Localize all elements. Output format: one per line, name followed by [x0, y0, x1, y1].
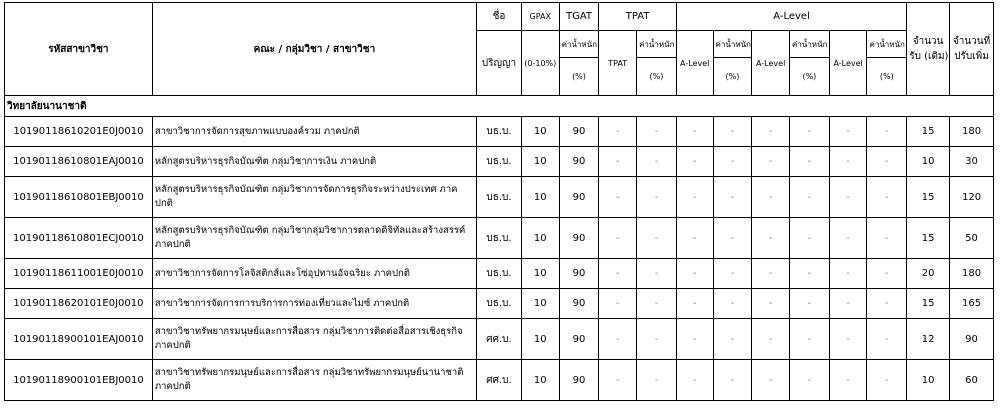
cell-degree: บธ.บ. [477, 289, 522, 319]
cell-dash: - [752, 289, 790, 319]
cell-dash: - [829, 319, 867, 360]
header-alevel-weight-3: ค่าน้ำหนัก [867, 31, 907, 58]
cell-degree: ศศ.บ. [477, 319, 522, 360]
cell-dash: - [867, 117, 907, 147]
header-seats [907, 3, 950, 96]
cell-gpax: 10 [521, 259, 559, 289]
header-alevel: A-Level [676, 3, 906, 31]
cell-seats: 10 [907, 147, 950, 177]
header-alevel-sub-3: A-Level [829, 31, 867, 96]
cell-dash: - [637, 117, 677, 147]
header-gpax-line1: GPAX [521, 3, 559, 31]
cell-degree: บธ.บ. [477, 259, 522, 289]
cell-seats: 15 [907, 218, 950, 259]
table-row [5, 177, 994, 218]
cell-dash: - [829, 360, 867, 401]
header-faculty: คณะ / กลุ่มวิชา / สาขาวิชา [152, 3, 476, 96]
cell-dash: - [752, 177, 790, 218]
cell-program-name: สาขาวิชาการจัดการการบริการการท่องเที่ยวและไมซ์ ภาคปกติ [152, 289, 476, 319]
cell-dash: - [599, 289, 637, 319]
cell-dash: - [637, 259, 677, 289]
cell-dash: - [599, 218, 637, 259]
header-tpat-weight: ค่าน้ำหนัก [637, 31, 677, 58]
cell-dash: - [790, 177, 830, 218]
cell-dash: - [676, 319, 713, 360]
cell-degree: ศศ.บ. [477, 360, 522, 401]
cell-dash: - [637, 360, 677, 401]
table-body [5, 96, 994, 401]
cell-seats: 10 [907, 360, 950, 401]
cell-dash: - [867, 147, 907, 177]
cell-dash: - [637, 289, 677, 319]
cell-dash: - [829, 289, 867, 319]
cell-tgat: 90 [559, 147, 599, 177]
cell-program-name: สาขาวิชาการจัดการโลจิสติกส์และโซ่อุปทานอัจฉริยะ ภาคปกติ [152, 259, 476, 289]
cell-degree: บธ.บ. [477, 117, 522, 147]
cell-dash: - [790, 319, 830, 360]
cell-dash: - [599, 360, 637, 401]
table-row [5, 319, 994, 360]
cell-gpax: 10 [521, 360, 559, 401]
cell-additional: 120 [950, 177, 994, 218]
cell-tgat: 90 [559, 360, 599, 401]
section-label: วิทยาลัยนานาชาติ [5, 96, 994, 117]
cell-dash: - [867, 319, 907, 360]
cell-tgat: 90 [559, 289, 599, 319]
header-tpat: TPAT [599, 3, 676, 31]
header-seats-line2: รับ (เดิม) [909, 51, 949, 62]
cell-degree: บธ.บ. [477, 218, 522, 259]
cell-gpax: 10 [521, 319, 559, 360]
header-alevel-weight-2: ค่าน้ำหนัก [790, 31, 830, 58]
cell-dash: - [637, 319, 677, 360]
cell-additional: 180 [950, 117, 994, 147]
cell-program-name: หลักสูตรบริหารธุรกิจบัณฑิต กลุ่มวิชากลุ่มวิชาการตลาดดิจิทัลและสร้างสรรค์ ภาคปกติ [152, 218, 476, 259]
header-alevel-percent-2: (%) [790, 58, 830, 96]
cell-dash: - [599, 177, 637, 218]
cell-dash: - [790, 147, 830, 177]
cell-dash: - [790, 218, 830, 259]
header-add-line1: จำนวนที่ [952, 36, 991, 47]
cell-dash: - [637, 218, 677, 259]
cell-degree: บธ.บ. [477, 177, 522, 218]
header-alevel-weight-1: ค่าน้ำหนัก [713, 31, 752, 58]
cell-code: 10190118620101E0J0010 [5, 289, 153, 319]
cell-code: 10190118610201E0J0010 [5, 117, 153, 147]
header-alevel-percent-3: (%) [867, 58, 907, 96]
cell-dash: - [829, 259, 867, 289]
cell-dash: - [676, 147, 713, 177]
cell-seats: 12 [907, 319, 950, 360]
header-gpax-line2: (0-10%) [521, 31, 559, 96]
cell-dash: - [867, 218, 907, 259]
cell-seats: 15 [907, 117, 950, 147]
cell-gpax: 10 [521, 147, 559, 177]
cell-code: 10190118900101EBJ0010 [5, 360, 153, 401]
cell-code: 10190118610801ECJ0010 [5, 218, 153, 259]
cell-dash: - [867, 289, 907, 319]
cell-dash: - [676, 177, 713, 218]
cell-gpax: 10 [521, 177, 559, 218]
header-add-line2: ปรับเพิ่ม [954, 51, 989, 62]
cell-tgat: 90 [559, 259, 599, 289]
header-alevel-sub-2: A-Level [752, 31, 790, 96]
cell-dash: - [867, 360, 907, 401]
cell-dash: - [790, 259, 830, 289]
header-alevel-percent-1: (%) [713, 58, 752, 96]
cell-dash: - [676, 218, 713, 259]
cell-dash: - [676, 360, 713, 401]
table-row [5, 360, 994, 401]
header-tgat-percent: (%) [559, 58, 599, 96]
cell-dash: - [599, 319, 637, 360]
table-row [5, 218, 994, 259]
header-tgat-weight: ค่าน้ำหนัก [559, 31, 599, 58]
cell-seats: 20 [907, 259, 950, 289]
header-alevel-sub-1: A-Level [676, 31, 713, 96]
cell-tgat: 90 [559, 177, 599, 218]
cell-additional: 165 [950, 289, 994, 319]
cell-gpax: 10 [521, 117, 559, 147]
table-row [5, 259, 994, 289]
header-tgat: TGAT [559, 3, 599, 31]
cell-additional: 90 [950, 319, 994, 360]
cell-dash: - [867, 177, 907, 218]
cell-dash: - [752, 147, 790, 177]
header-tpat-sub: TPAT [599, 31, 637, 96]
cell-dash: - [713, 319, 752, 360]
cell-additional: 60 [950, 360, 994, 401]
cell-additional: 180 [950, 259, 994, 289]
cell-dash: - [790, 117, 830, 147]
cell-seats: 15 [907, 177, 950, 218]
cell-degree: บธ.บ. [477, 147, 522, 177]
cell-code: 10190118610801EAJ0010 [5, 147, 153, 177]
cell-dash: - [752, 218, 790, 259]
cell-dash: - [676, 117, 713, 147]
cell-program-name: สาขาวิชาการจัดการสุขภาพแบบองค์รวม ภาคปกติ [152, 117, 476, 147]
cell-dash: - [599, 147, 637, 177]
header-additional [950, 3, 994, 96]
admission-table [4, 2, 994, 401]
cell-tgat: 90 [559, 117, 599, 147]
cell-dash: - [790, 289, 830, 319]
cell-program-name: สาขาวิชาทรัพยากรมนุษย์และการสื่อสาร กลุ่มวิชาทรัพยากรมนุษย์นานาชาติ ภาคปกติ [152, 360, 476, 401]
cell-additional: 30 [950, 147, 994, 177]
header-degree-line1: ชื่อ [477, 3, 522, 31]
cell-dash: - [599, 259, 637, 289]
cell-dash: - [790, 360, 830, 401]
header-seats-line1: จำนวน [912, 36, 944, 47]
header-tpat-percent: (%) [637, 58, 677, 96]
cell-dash: - [676, 259, 713, 289]
cell-program-name: หลักสูตรบริหารธุรกิจบัณฑิต กลุ่มวิชาการจัดการธุรกิจระหว่างประเทศ ภาคปกติ [152, 177, 476, 218]
cell-code: 10190118900101EAJ0010 [5, 319, 153, 360]
cell-dash: - [713, 117, 752, 147]
table-row [5, 289, 994, 319]
cell-dash: - [713, 147, 752, 177]
cell-code: 10190118611001E0J0010 [5, 259, 153, 289]
table-row [5, 117, 994, 147]
cell-dash: - [713, 289, 752, 319]
cell-dash: - [752, 360, 790, 401]
cell-dash: - [829, 218, 867, 259]
cell-dash: - [829, 147, 867, 177]
cell-dash: - [752, 117, 790, 147]
cell-gpax: 10 [521, 289, 559, 319]
header-degree-line2: ปริญญา [477, 31, 522, 96]
cell-additional: 50 [950, 218, 994, 259]
cell-gpax: 10 [521, 218, 559, 259]
header-code: รหัสสาขาวิชา [5, 3, 153, 96]
table-row [5, 147, 994, 177]
cell-dash: - [752, 319, 790, 360]
cell-dash: - [713, 360, 752, 401]
cell-dash: - [829, 117, 867, 147]
cell-code: 10190118610801EBJ0010 [5, 177, 153, 218]
cell-dash: - [599, 117, 637, 147]
cell-program-name: สาขาวิชาทรัพยากรมนุษย์และการสื่อสาร กลุ่มวิชาการติดต่อสื่อสารเชิงธุรกิจ ภาคปกติ [152, 319, 476, 360]
cell-dash: - [867, 259, 907, 289]
cell-seats: 15 [907, 289, 950, 319]
cell-dash: - [829, 177, 867, 218]
cell-dash: - [637, 147, 677, 177]
admission-table-container [4, 2, 994, 401]
cell-dash: - [713, 218, 752, 259]
cell-dash: - [676, 289, 713, 319]
cell-dash: - [713, 259, 752, 289]
cell-tgat: 90 [559, 319, 599, 360]
cell-tgat: 90 [559, 218, 599, 259]
cell-dash: - [752, 259, 790, 289]
cell-dash: - [637, 177, 677, 218]
cell-dash: - [713, 177, 752, 218]
cell-program-name: หลักสูตรบริหารธุรกิจบัณฑิต กลุ่มวิชาการเงิน ภาคปกติ [152, 147, 476, 177]
